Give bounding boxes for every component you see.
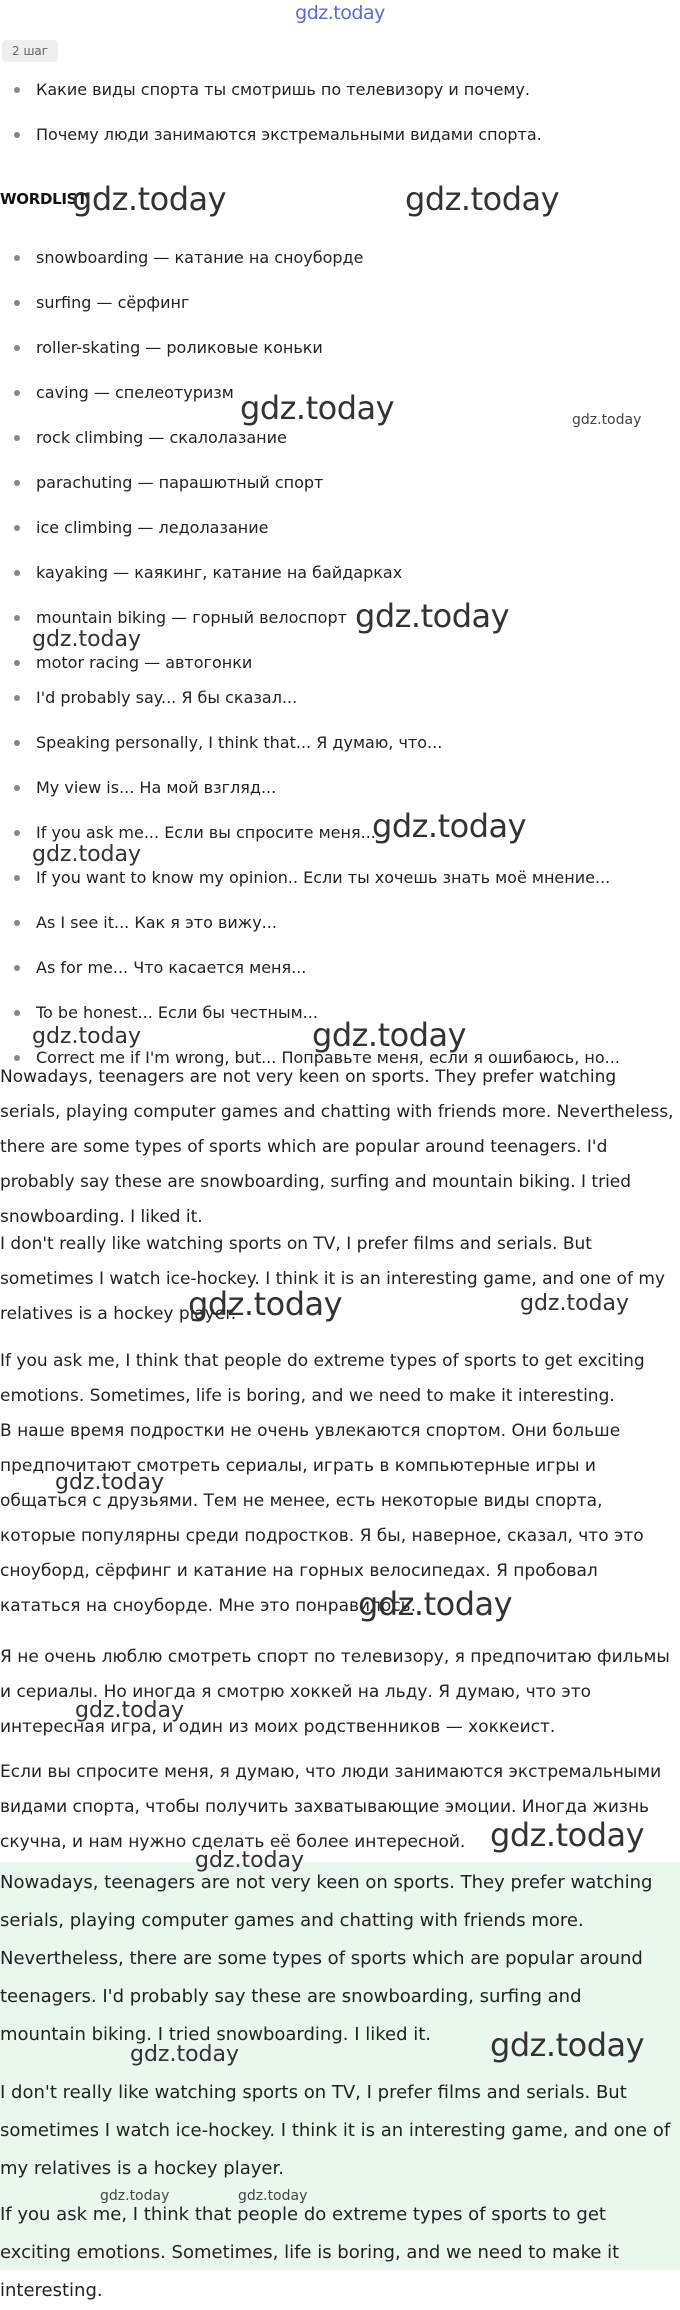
watermark: gdz.today [405,180,560,218]
watermark: gdz.today [72,180,227,218]
question-item: Какие виды спорта ты смотришь по телевизору и почему. [0,78,680,123]
watermark: gdz.today [572,412,642,428]
wordlist-item: surfing — сёрфинг [0,291,189,315]
wordlist-item: If you ask me... Если вы спросите меня... [0,821,376,845]
wordlist-item: caving — спелеотуризм [0,381,234,405]
wordlist-item: Speaking personally, I think that... Я думаю, что... [0,731,442,755]
answer-en-paragraph: Nowadays, teenagers are not very keen on sports. They prefer watching serials, playing computer games and chatting with friends more. Nevertheless, there are some types of sports which are popular around teenagers. I'd probably say these are snowboarding, surfing and mountain biking. I tried snowboarding. I liked it. [0,1067,674,1227]
highlighted-paragraph: I don't really like watching sports on TV, I prefer films and serials. But sometimes I watch ice-hockey. I think it is an interesting game, and one of my relatives is a hockey player. [0,2082,671,2179]
watermark: gdz.today [195,1848,305,1873]
answer-en-paragraph: I don't really like watching sports on TV, I prefer films and serials. But sometimes I watch ice-hockey. I think it is an interesting game, and one of my relatives is a hockey player. [0,1234,665,1324]
wordlist-item: parachuting — парашютный спорт [0,471,323,495]
wordlist-item: motor racing — автогонки [0,651,252,675]
watermark: gdz.today [55,1470,165,1495]
wordlist-item: To be honest... Если бы честным... [0,1001,318,1025]
answer-ru-paragraph: Я не очень люблю смотреть спорт по телевизору, я предпочитаю фильмы и сериалы. Но иногда я смотрю хоккей на льду. Я думаю, что это интересная игра, и один из моих родственников — хоккеист. [0,1647,670,1737]
site-logo[interactable]: gdz.today [295,2,385,24]
wordlist-item: ice climbing — ледолазание [0,516,268,540]
wordlist-item: If you want to know my opinion.. Если ты хочешь знать моё мнение... [0,866,610,890]
watermark: gdz.today [100,2188,170,2204]
watermark: gdz.today [490,2026,645,2064]
wordlist-item: mountain biking — горный велоспорт [0,606,347,630]
watermark: gdz.today [238,2188,308,2204]
answer-ru-paragraph: Если вы спросите меня, я думаю, что люди занимаются экстремальными видами спорта, чтобы получить захватывающие эмоции. Иногда жизнь скучна, и нам нужно сделать её более интересной. [0,1762,662,1852]
wordlist-title: WORDLIST [0,190,88,208]
questions-list [0,78,680,168]
question-item: Почему люди занимаются экстремальными видами спорта. [0,123,680,168]
watermark: gdz.today [130,2042,240,2067]
watermark: gdz.today [355,597,510,635]
watermark: gdz.today [32,842,142,867]
watermark: gdz.today [240,389,395,427]
wordlist-item: roller-skating — роликовые коньки [0,336,323,360]
answer-en-paragraph: If you ask me, I think that people do extreme types of sports to get exciting emotions. Sometimes, life is boring, and we need to make it interesting. [0,1351,645,1406]
wordlist-item: As for me... Что касается меня... [0,956,306,980]
wordlist-item: I'd probably say... Я бы сказал... [0,686,297,710]
highlighted-paragraph: Nowadays, teenagers are not very keen on sports. They prefer watching serials, playing computer games and chatting with friends more. Nevertheless, there are some types of sports which are popular around teenagers. I'd probably say these are snowboarding, surfing and mountain biking. I tried snowboarding. I liked it. [0,1872,653,2045]
watermark: gdz.today [520,1291,630,1316]
wordlist-item: rock climbing — скалолазание [0,426,287,450]
highlighted-answer-block [0,1862,680,2301]
highlighted-paragraph: If you ask me, I think that people do extreme types of sports to get exciting emotions. Sometimes, life is boring, and we need to make it interesting. [0,2204,620,2301]
watermark: gdz.today [358,1585,513,1623]
answer-ru-paragraph: В наше время подростки не очень увлекаются спортом. Они больше предпочитают смотреть сериалы, играть в компьютерные игры и общаться с друзьями. Тем не менее, есть некоторые виды спорта, которые популярны среди подростков. Я бы, наверное, сказал, что это сноуборд, сёрфинг и катание на горных велосипедах. Я пробовал кататься на сноуборде. Мне это понравилось. [0,1421,644,1616]
wordlist-item: My view is... На мой взгляд... [0,776,276,800]
watermark: gdz.today [490,1816,645,1854]
watermark: gdz.today [75,1698,185,1723]
watermark: gdz.today [32,627,142,652]
watermark: gdz.today [188,1285,343,1323]
step-badge: 2 шаг [2,40,58,62]
wordlist-item: snowboarding — катание на сноуборде [0,246,363,270]
wordlist-item: kayaking — каякинг, катание на байдарках [0,561,402,585]
wordlist-item: As I see it... Как я это вижу... [0,911,277,935]
watermark: gdz.today [372,807,527,845]
watermark: gdz.today [312,1016,467,1054]
wordlist-item: Correct me if I'm wrong, but... Поправьте меня, если я ошибаюсь, но... [0,1046,620,1070]
watermark: gdz.today [32,1024,142,1049]
